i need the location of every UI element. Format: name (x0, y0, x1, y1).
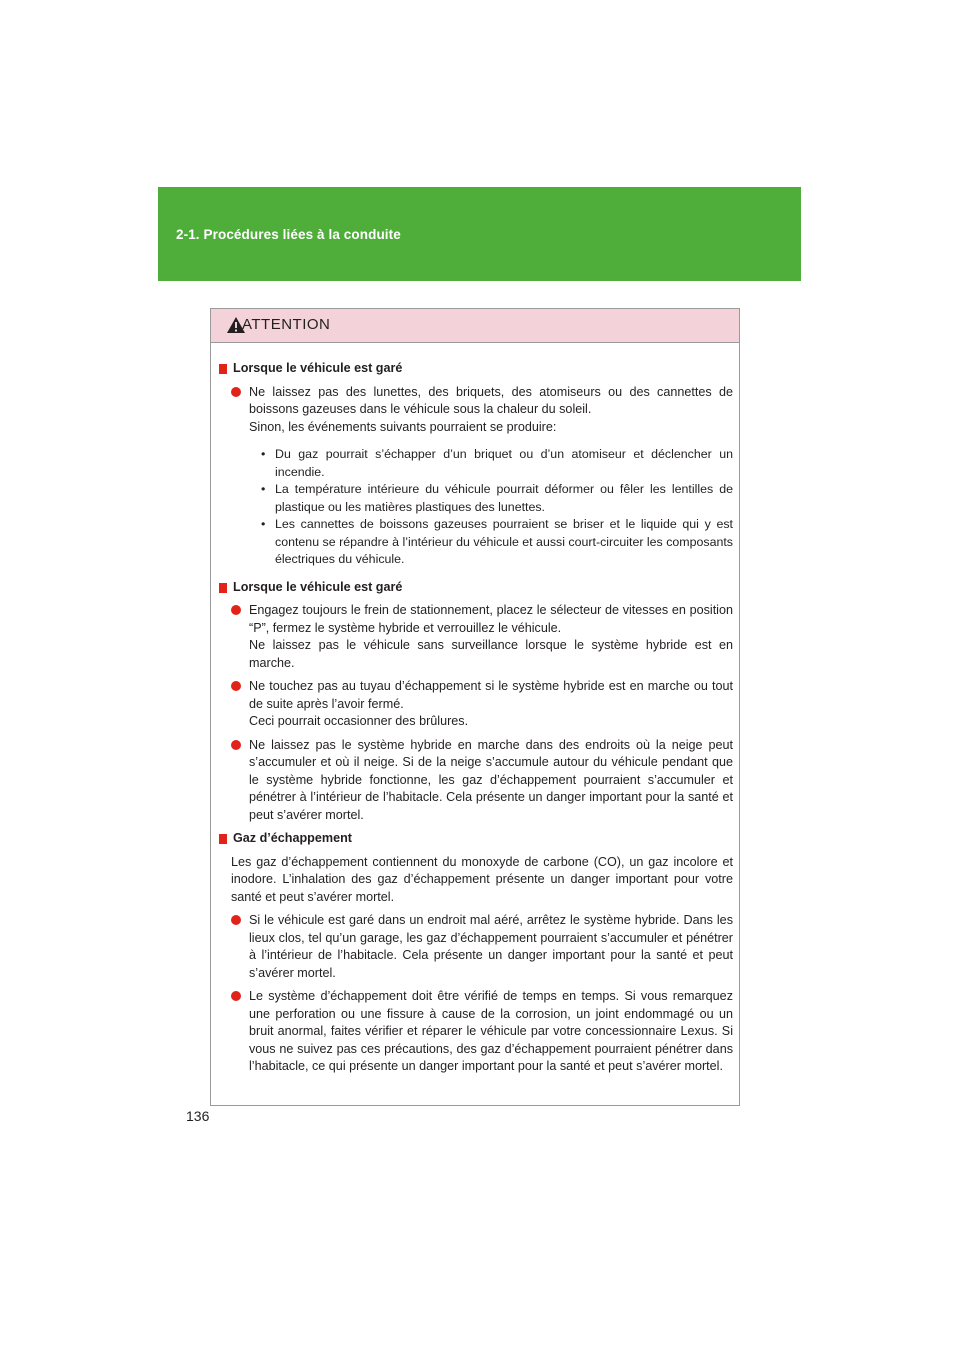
circle-bullet-icon (231, 915, 241, 925)
page-number: 136 (186, 1108, 210, 1124)
list-item: Engagez toujours le frein de stationnement, placez le sélecteur de vitesses en position “P”, fermez le système hybride et verrouillez le véhicule. Ne laissez pas le véhicule sans surveillance lorsque le système hybride est en marche. (231, 602, 733, 672)
warning-box (210, 308, 740, 1106)
sub-item: • Du gaz pourrait s’échapper d’un briquet ou d’un atomiseur et déclencher un incendie. (261, 447, 733, 479)
circle-bullet-icon (231, 740, 241, 750)
circle-bullet-icon (231, 681, 241, 691)
circle-bullet-icon (231, 605, 241, 615)
square-bullet-icon (219, 834, 227, 844)
warning-title: ATTENTION (242, 316, 331, 333)
circle-bullet-icon (231, 991, 241, 1001)
sub-item: • Les cannettes de boissons gazeuses pourraient se briser et le liquide qui y est contenu se répandre à l’intérieur du véhicule et aussi court-circuiter les composants électriques du véhicule. (261, 517, 733, 566)
circle-bullet-icon (231, 387, 241, 397)
paragraph: Les gaz d’échappement contiennent du monoxyde de carbone (CO), un gaz incolore et inodore. L’inhalation des gaz d’échappement présente un danger important pour votre santé et peut s’avérer mortel. (231, 854, 733, 904)
section-title-parked: Lorsque le véhicule est garé (219, 360, 733, 378)
section-title-exhaust: Gaz d’échappement (219, 830, 733, 848)
warning-header (211, 309, 739, 343)
list-item: Si le véhicule est garé dans un endroit mal aéré, arrêtez le système hybride. Dans les lieux clos, tel qu’un garage, les gaz d’échappement pourraient s’accumuler et pénétrer à l’intérieur de l’habitacle. Cela présente un danger important pour la santé et peut s’avérer mortel. (231, 912, 733, 982)
header-title: 2-1. Procédures liées à la conduite (176, 227, 401, 242)
list-item: Ne touchez pas au tuyau d’échappement si le système hybride est en marche ou tout de suite après l’avoir fermé. Ceci pourrait occasionner des brûlures. (231, 678, 733, 731)
list-item: Ne laissez pas des lunettes, des briquets, des atomiseurs ou des cannettes de boissons gazeuses dans le véhicule sous la chaleur du soleil. Sinon, les événements suivants pourraient se produire: (231, 384, 733, 437)
square-bullet-icon (219, 583, 227, 593)
sub-item: • La température intérieure du véhicule pourrait déformer ou fêler les lentilles de plastique ou les matières plastiques des lunettes. (261, 482, 733, 514)
list-item: Ne laissez pas le système hybride en marche dans des endroits où la neige peut s’accumuler et où il neige. Si de la neige s’accumule autour du véhicule pendant que le système hybride fonctionne, les gaz d’échappement pourraient s’accumuler et pénétrer à l’intérieur de l’habitacle. Cela présente un danger important pour la santé et peut s’avérer mortel. (231, 737, 733, 825)
section-header (158, 187, 801, 281)
square-bullet-icon (219, 364, 227, 374)
warning-content (211, 343, 739, 1076)
list-item: Le système d’échappement doit être vérifié de temps en temps. Si vous remarquez une perforation ou une fissure à cause de la corrosion, un joint endommagé ou un bruit anormal, faites vérifier et réparer le véhicule par votre concessionnaire Lexus. Si vous ne suivez pas ces précautions, des gaz d’échappement pourraient pénétrer dans l’habitacle, ce qui présente un danger important pour la santé et peut s’avérer mortel. (231, 988, 733, 1076)
section-title-parked-2: Lorsque le véhicule est garé (219, 579, 733, 597)
